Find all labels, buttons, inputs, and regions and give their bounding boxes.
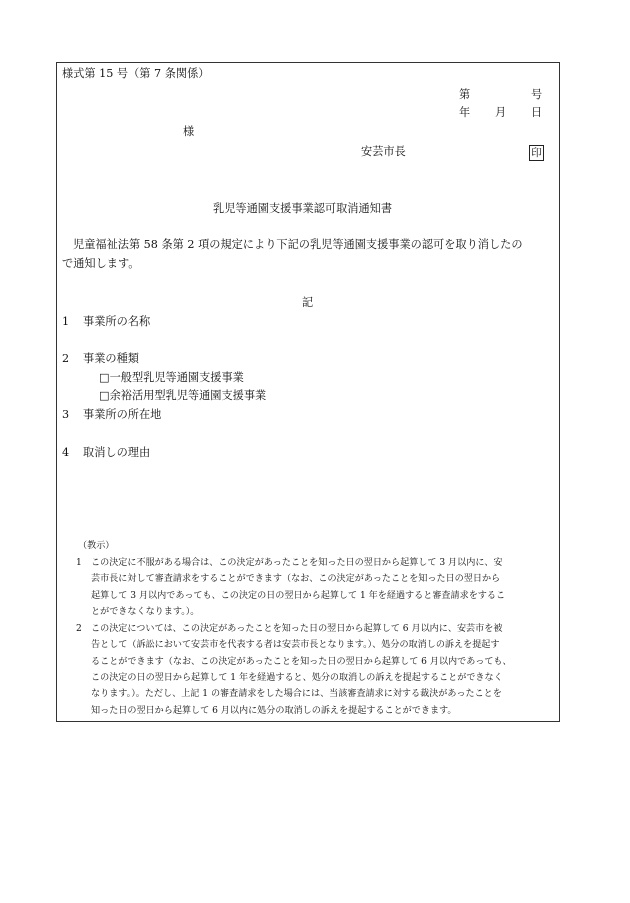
business-type-surplus: □余裕活用型乳児等通園支援事業 — [99, 389, 267, 402]
instruction-heading: （教示） — [78, 541, 115, 551]
body-line-2: で通知します。 — [62, 257, 140, 270]
form-label: 様式第 15 号（第 7 条関係） — [62, 67, 210, 80]
instruction-1-line: この決定に不服がある場合は、この決定があったことを知った日の翌日から起算して 3 月以内に、安 — [91, 558, 503, 568]
instruction-2-line: 告として（訴訟において安芸市を代表する者は安芸市長となります。）、処分の取消しの訴えを提起す — [91, 640, 500, 650]
instruction-1-line: 芸市長に対して審査請求をすることができます（なお、この決定があったことを知った日の翌日から — [91, 574, 501, 584]
instruction-2-num: 2 — [76, 624, 82, 634]
instruction-1-line: とができなくなります。）。 — [91, 607, 200, 617]
ki-heading: 記 — [302, 296, 314, 309]
item-3-num: 3 — [62, 408, 70, 421]
item-2-label: 事業の種類 — [83, 352, 139, 365]
instruction-2-line: なります。）。ただし、上記 1 の審査請求をした場合には、当該審査請求に対する裁決があったことを — [91, 689, 502, 699]
date-year: 年 — [459, 106, 471, 119]
business-type-general: □一般型乳児等通園支援事業 — [99, 371, 244, 384]
date-month: 月 — [495, 106, 507, 119]
item-1-num: 1 — [62, 315, 70, 328]
instruction-2-line: ることができます（なお、この決定があったことを知った日の翌日から起算して 6 月以内であっても、 — [91, 657, 512, 667]
document-title: 乳児等通園支援事業認可取消通知書 — [213, 202, 393, 215]
issuer-name: 安芸市長 — [361, 145, 406, 158]
instruction-1-num: 1 — [76, 558, 82, 568]
item-4-num: 4 — [62, 446, 70, 459]
body-line-1: 児童福祉法第 58 条第 2 項の規定により下記の乳児等通園支援事業の認可を取り消したの — [73, 238, 523, 251]
item-3-label: 事業所の所在地 — [83, 408, 162, 421]
instruction-1-line: 起算して 3 月以内であっても、この決定の日の翌日から起算して 1 年を経過すると審査請求をするこ — [91, 591, 506, 601]
instruction-2-line: 知った日の翌日から起算して 6 月以内に処分の取消しの訴えを提起することができます。 — [91, 706, 457, 716]
seal-mark: 印 — [529, 145, 544, 161]
number-go: 号 — [531, 88, 543, 101]
instruction-2-line: この決定の日の翌日から起算して 1 年を経過すると、処分の取消しの訴えを提起することができなく — [91, 673, 503, 683]
date-day: 日 — [531, 106, 543, 119]
addressee-suffix: 様 — [183, 125, 195, 138]
number-dai: 第 — [459, 88, 471, 101]
item-4-label: 取消しの理由 — [83, 446, 151, 459]
item-1-label: 事業所の名称 — [83, 315, 151, 328]
item-2-num: 2 — [62, 352, 70, 365]
instruction-2-line: この決定については、この決定があったことを知った日の翌日から起算して 6 月以内に、安芸市を被 — [91, 624, 503, 634]
